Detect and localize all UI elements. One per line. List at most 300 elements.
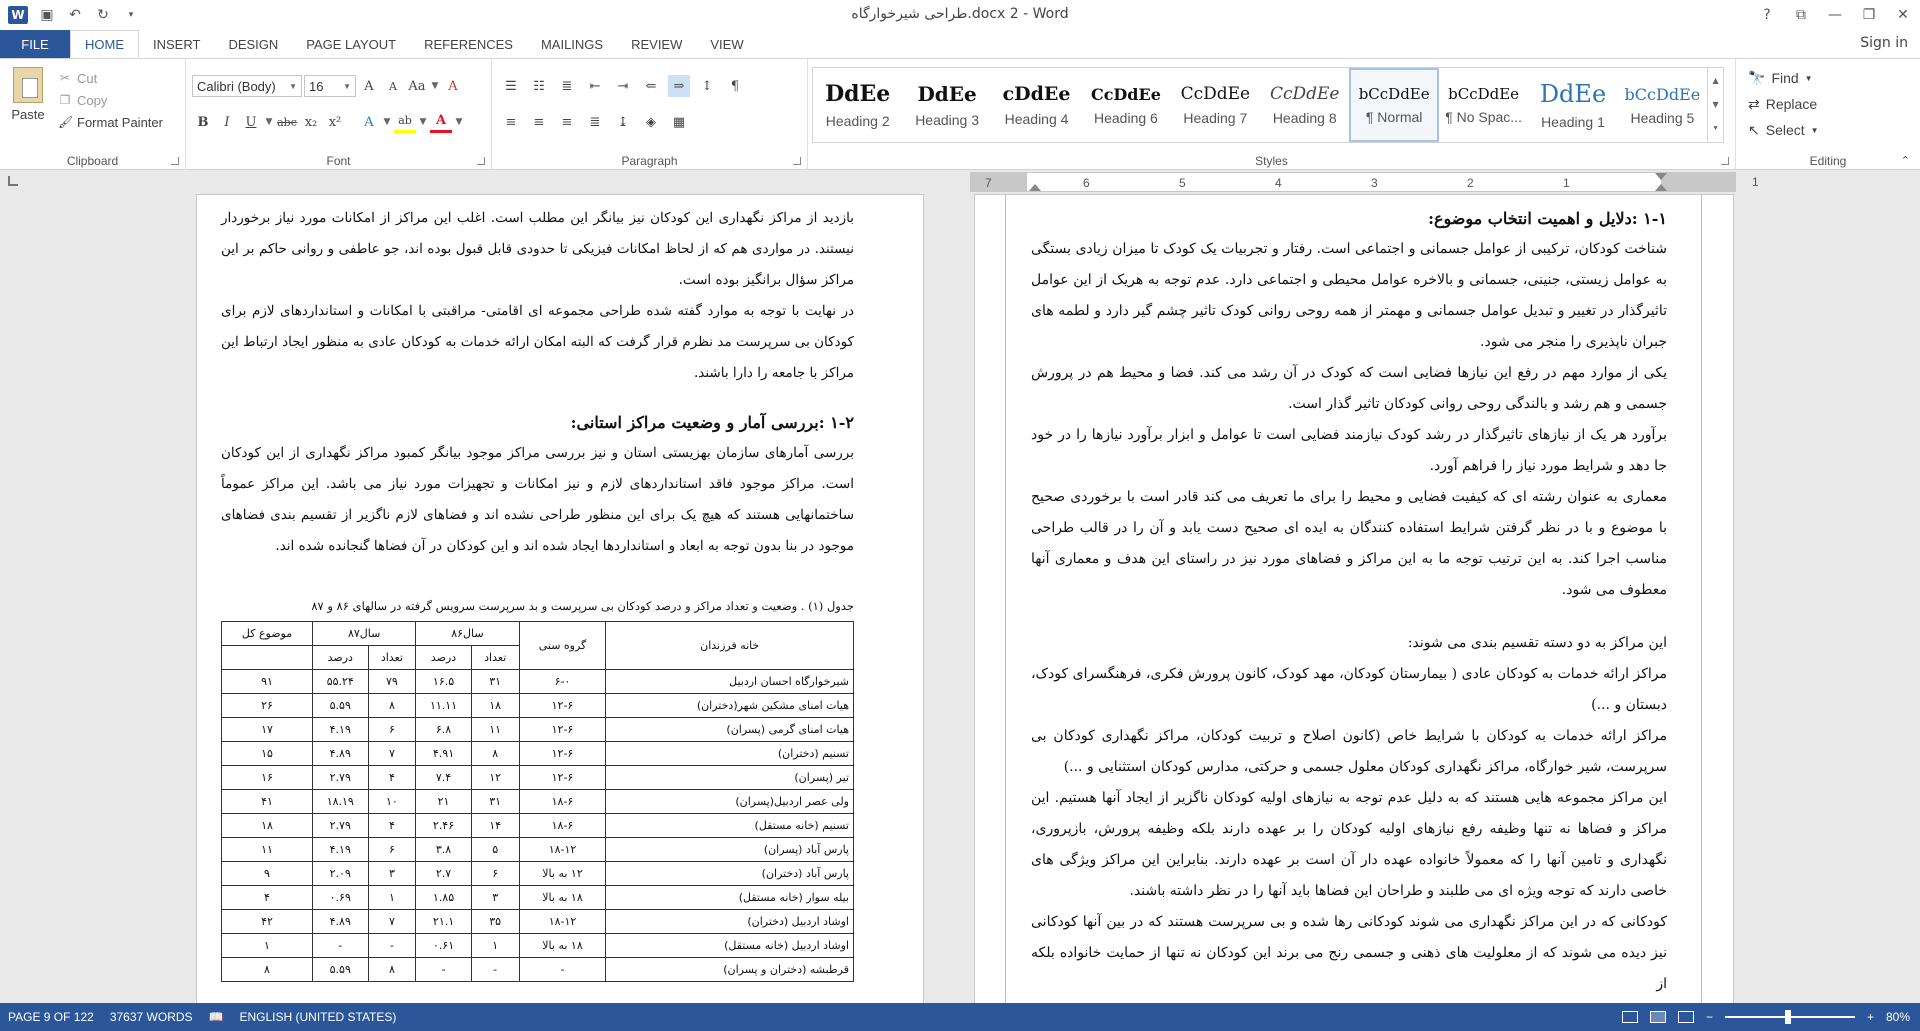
table-cell: ۱۰	[368, 790, 416, 814]
table-cell: ۹	[222, 862, 313, 886]
page-count[interactable]: PAGE 9 OF 122	[8, 1010, 94, 1024]
table-cell: ۳۱	[471, 790, 519, 814]
paragraph: مراکز ارائه خدمات به کودکان با شرایط خاص (کانون اصلاح و تربیت کودکان، مراکز نگهداری کودکان بی سرپرست، شیر خوارگاه، مراکز نگهداری کودکان معلول جسمی و حرکتی، مدارس کودکان استثنایی و ...)	[1031, 728, 1667, 775]
right-indent-marker[interactable]	[1655, 184, 1667, 191]
paragraph-launcher-icon[interactable]	[793, 157, 801, 165]
table-cell: ۰.۶۱	[416, 934, 472, 958]
paragraph: یکی از موارد مهم در رفع این نیازها فضایی است که کودک در آن رشد می کند. فضا و محیط هم در پرورش جسمی و هم رشد و بالندگی روحی روانی کودکان تاثیر گذار است.	[1031, 365, 1667, 412]
ruler-number: 2	[1467, 176, 1474, 190]
table-cell: ۷	[368, 910, 416, 934]
style-name: Heading 8	[1272, 110, 1337, 126]
table-cell: تسنیم (دختران)	[606, 742, 854, 766]
font-name-combo[interactable]	[192, 75, 302, 97]
table-cell: ۱۲-۶	[519, 742, 606, 766]
table-cell: ۳	[471, 886, 519, 910]
line-spacing-icon[interactable]: ↨	[617, 114, 629, 130]
shrink-font-button[interactable]: A	[389, 79, 397, 93]
section-heading: ۱-۲ :بررسی آمار و وضعیت مراکز استانی:	[570, 413, 854, 432]
table-cell: ۱۸-۱۲	[519, 910, 606, 934]
table-row	[222, 790, 854, 814]
scissors-icon: ✂	[59, 71, 71, 85]
page-left	[196, 194, 924, 1003]
table-cell: ۴	[368, 766, 416, 790]
replace-button[interactable]	[1748, 91, 1819, 117]
style-heading-4[interactable]	[992, 68, 1081, 142]
first-line-indent-marker[interactable]	[1655, 173, 1667, 180]
style-heading-7[interactable]	[1171, 68, 1260, 142]
table-cell: ۱۴	[471, 814, 519, 838]
table-cell: ۶.۸	[416, 718, 472, 742]
highlight-button[interactable]: ab	[394, 111, 416, 133]
tab-file[interactable]: FILE	[0, 30, 70, 58]
table-cell: ۹۱	[222, 670, 313, 694]
table-cell: -	[519, 958, 606, 982]
font-group	[186, 59, 492, 171]
table-cell: ۱۸ به بالا	[519, 934, 606, 958]
table-cell: ۴.۹۱	[416, 742, 472, 766]
ribbon-display-button[interactable]: ⧉	[1796, 7, 1806, 23]
table-cell: ۱۲-۶	[519, 766, 606, 790]
table-cell: تسنیم (خانه مستقل)	[606, 814, 854, 838]
format-painter-button[interactable]	[58, 111, 163, 133]
align-center-icon[interactable]: ≡	[533, 114, 545, 130]
ruler-number: 7	[985, 176, 992, 190]
clipboard-group	[0, 59, 186, 171]
language-indicator[interactable]: ENGLISH (UNITED STATES)	[239, 1010, 397, 1024]
table-cell: ولی عصر اردبیل(پسران)	[606, 790, 854, 814]
style-name: Heading 5	[1630, 109, 1695, 126]
table-cell: ۴.۱۹	[313, 718, 369, 742]
table-cell: ۱۸-۱۲	[519, 838, 606, 862]
paragraph: مراکز ارائه خدمات به کودکان عادی ( بیمارستان کودکان، مهد کودک، کانون پرورش فکری، فرهنگسرای کودک، دبستان و ...)	[1031, 666, 1667, 713]
proofing-icon[interactable]: 📖	[208, 1010, 224, 1024]
find-label: Find	[1771, 70, 1799, 86]
paragraph: این مراکز به دو دسته تقسیم بندی می شوند:	[1407, 635, 1667, 651]
table-cell: ۱۱	[471, 718, 519, 742]
table-header: تعداد	[368, 646, 416, 670]
paste-label: Paste	[11, 107, 45, 122]
table-row	[222, 886, 854, 910]
justify-icon[interactable]: ≣	[589, 114, 601, 130]
table-caption: جدول (۱) . وضعیت و تعداد مراکز و درصد کودکان بی سرپرست و بد سرپرست سرویس گرفته در سالهای ۸۶ و ۸۷	[311, 599, 854, 613]
style-name: Heading 3	[915, 112, 980, 128]
select-button[interactable]	[1748, 117, 1819, 143]
zoom-thumb[interactable]	[1785, 1010, 1791, 1024]
tab-view[interactable]: VIEW	[710, 36, 744, 52]
select-label: Select	[1765, 122, 1805, 138]
table-cell: ۷۹	[368, 670, 416, 694]
table-cell: ۲۱	[416, 790, 472, 814]
table-cell: ۱۲-۶	[519, 718, 606, 742]
table-header: سال۸۷	[313, 622, 416, 646]
table-cell: ۱۵	[222, 742, 313, 766]
table-row	[222, 694, 854, 718]
table-cell: -	[368, 934, 416, 958]
undo-icon[interactable]: ↶	[69, 7, 81, 23]
table-cell: ۴	[222, 886, 313, 910]
table-header: سال۸۶	[416, 622, 519, 646]
borders-icon[interactable]: ▦	[672, 114, 686, 130]
chevron-down-icon[interactable]: ▼	[455, 117, 463, 127]
styles-gallery	[812, 67, 1724, 143]
table-cell: ۱۷	[222, 718, 313, 742]
subscript-button[interactable]: x₂	[304, 114, 318, 130]
table-row	[222, 934, 854, 958]
rtl-icon[interactable]: ⇐	[645, 78, 657, 94]
paste-button[interactable]	[10, 67, 46, 122]
table-row	[222, 838, 854, 862]
ruler-number: 4	[1275, 176, 1282, 190]
ruler-number: 3	[1371, 176, 1378, 190]
table-cell: ۳	[368, 862, 416, 886]
paragraph: برآورد هر یک از نیازهای تاثیرگذار در رشد کودک نیازمند فضایی است تا عوامل و ابزار برآورد نیازها را در خود جا دهد و شرایط مورد نیاز را فراهم آورد.	[1031, 427, 1667, 474]
table-cell: -	[416, 958, 472, 982]
font-launcher-icon[interactable]	[477, 157, 485, 165]
paragraph: در نهایت با توجه به موارد گفته شده طراحی مجموعه ای اقامتی- مراقبتی با امکانات و استانداردهای لازم برای کودکان بی سرپرست مد نظرم قرار گرفت که البته امکان ارائه خدمات به کودکان عادی به منظور ایجاد ارتباط این مراکز با جامعه را دارا باشند.	[221, 303, 854, 381]
scroll-down-icon[interactable]: ▼	[1712, 99, 1719, 109]
table-cell: ۵.۵۹	[313, 694, 369, 718]
editing-group	[1736, 59, 1920, 171]
table-cell: ۴.۸۹	[313, 742, 369, 766]
style-name: Heading 2	[825, 113, 890, 129]
style-preview: DdEe	[825, 81, 891, 107]
table-cell: ۰.۶۹	[313, 886, 369, 910]
tab-insert[interactable]: INSERT	[153, 36, 201, 52]
replace-label: Replace	[1765, 96, 1818, 112]
chevron-down-icon[interactable]: ▼	[383, 117, 391, 127]
status-right	[1622, 1003, 1910, 1031]
paintbrush-icon: 🖌	[58, 115, 74, 129]
table-cell: ۳۵	[471, 910, 519, 934]
customize-icon[interactable]: ▾	[128, 10, 134, 20]
window-controls	[1750, 0, 1920, 30]
paragraph: بررسی آمارهای سازمان بهزیستی استان و نیز بررسی مراکز موجود بیانگر کمبود مراکز نگهداری از این کودکان است. مراکز موجود فاقد استانداردهای لازم و نیز امکانات و تجهیزات مورد نیاز می باشد. این مراکز عموماً ساختمانهایی هستند که هیچ یک برای این منظور طراحی نشده اند و فضاهای لازم ناگزیر از تقسیم بندی فضاهای موجود در بنا بدون توجه به ابعاد و استانداردها ایجاد شده اند و این کودکان در آن فضاها گنجانده شده اند.	[221, 445, 854, 554]
table-cell: ۲.۴۶	[416, 814, 472, 838]
tab-selector-icon[interactable]	[8, 176, 18, 186]
clipboard-group-label: Clipboard	[66, 154, 119, 168]
table-cell: ۳۱	[471, 670, 519, 694]
strikethrough-button[interactable]: abc	[277, 115, 297, 129]
title-bar	[0, 0, 1920, 30]
sign-in-link[interactable]: Sign in	[1860, 35, 1908, 51]
table-cell: ۱	[368, 886, 416, 910]
table-cell: ۱۶	[222, 766, 313, 790]
chevron-down-icon: ▼	[343, 81, 351, 91]
table-cell: ۸	[368, 958, 416, 982]
read-mode-icon[interactable]	[1622, 1011, 1638, 1023]
paragraph-group	[492, 59, 808, 171]
decrease-indent-icon[interactable]: ⇤	[589, 78, 601, 94]
status-bar	[0, 1003, 1920, 1031]
table-cell: ۳.۸	[416, 838, 472, 862]
font-size-value: 16	[309, 78, 324, 94]
table-row	[222, 742, 854, 766]
table-cell: ۸	[222, 958, 313, 982]
table-cell: تیر (پسران)	[606, 766, 854, 790]
table-cell: ۱۱.۱۱	[416, 694, 472, 718]
table-cell: ۱۲	[471, 766, 519, 790]
style-heading-1[interactable]	[1528, 68, 1617, 142]
zoom-out-icon[interactable]: −	[1705, 1010, 1713, 1024]
table-cell: ۴.۸۹	[313, 910, 369, 934]
underline-button[interactable]: U	[245, 114, 257, 130]
table-cell: ۱۸-۶	[519, 790, 606, 814]
style-name: Heading 7	[1183, 110, 1248, 126]
margin-guide	[1005, 195, 1006, 1003]
tab-references[interactable]: REFERENCES	[424, 36, 513, 52]
editing-group-label: Editing	[1809, 154, 1847, 168]
print-layout-icon[interactable]	[1650, 1011, 1666, 1023]
grow-font-button[interactable]: A	[364, 78, 374, 94]
table-cell: ۴	[368, 814, 416, 838]
tab-design[interactable]: DESIGN	[228, 36, 279, 52]
paragraph-group-label: Paragraph	[621, 154, 678, 168]
stats-table[interactable]	[221, 621, 854, 982]
table-cell: قرطبشه (دختران و پسران)	[606, 958, 854, 982]
table-cell: هیات امنای مشکین شهر(دختران)	[606, 694, 854, 718]
text-effects-button[interactable]: A	[364, 114, 374, 130]
table-cell: ۲.۰۹	[313, 862, 369, 886]
copy-label: Copy	[77, 92, 108, 108]
ruler-number: 6	[1083, 176, 1090, 190]
page-right	[974, 194, 1734, 1003]
word-count[interactable]: 37637 WORDS	[109, 1010, 193, 1024]
table-cell: ۸	[471, 742, 519, 766]
table-cell: ۴۲	[222, 910, 313, 934]
chevron-down-icon: ▼	[1810, 125, 1819, 135]
web-layout-icon[interactable]	[1678, 1011, 1694, 1023]
font-group-label: Font	[326, 154, 351, 168]
gallery-more-icon[interactable]: ⯆	[1712, 124, 1719, 134]
style-preview: bCcDdEe	[1358, 85, 1430, 103]
superscript-button[interactable]: x²	[328, 114, 342, 130]
table-cell: ۲۱.۱	[416, 910, 472, 934]
table-row	[222, 718, 854, 742]
table-cell: ۱۸.۱۹	[313, 790, 369, 814]
zoom-slider[interactable]	[1725, 1016, 1855, 1018]
chevron-down-icon: ▼	[289, 81, 297, 91]
table-cell: اوشاد اردبیل (دختران)	[606, 910, 854, 934]
ruler-number: 1	[1563, 176, 1570, 190]
styles-group-label: Styles	[1255, 154, 1288, 168]
scroll-up-icon[interactable]: ▲	[1712, 75, 1719, 85]
table-cell: ۵.۵۹	[313, 958, 369, 982]
table-cell: ۱۸-۶	[519, 814, 606, 838]
table-cell: ۱	[222, 934, 313, 958]
clear-formatting-button[interactable]: A	[448, 78, 458, 94]
table-cell: ۱۱	[222, 838, 313, 862]
table-cell: ۷	[368, 742, 416, 766]
table-cell: ۱۲ به بالا	[519, 862, 606, 886]
chevron-down-icon: ▼	[1804, 73, 1813, 83]
table-header: گروه سنی	[519, 622, 606, 670]
style-preview: CcDdEe	[1090, 84, 1161, 104]
minimize-button[interactable]: —	[1828, 7, 1842, 23]
style-name: ¶ No Spac...	[1445, 109, 1522, 125]
table-row	[222, 814, 854, 838]
page-left-text[interactable]	[221, 203, 854, 562]
table-cell: بیله سوار (خانه مستقل)	[606, 886, 854, 910]
find-button[interactable]	[1748, 65, 1819, 91]
ruler-margin-left	[971, 173, 1027, 191]
copy-button[interactable]	[58, 89, 163, 111]
table-cell: ۶	[368, 718, 416, 742]
ruler-margin-right	[1661, 173, 1735, 191]
word-logo-icon[interactable]: W	[8, 6, 28, 24]
table-cell: ۱	[471, 934, 519, 958]
paragraph: این مراکز مجموعه هایی هستند که به دلیل عدم توجه به نیازهای اولیه کودکان ناگزیر از ایجاد آنها هستیم. این مراکز و فضاها نه تنها وظیفه رفع نیازهای اولیه کودکان را بر عهده دارند بلکه وظیفه پرورش، بازپروری، نگهداری و تامین آنها را که معمولاً خانواده عهده دار آن است بر عهده دارند. بنابراین این مراکز ویژگی های خاصی دارند که توجه ویژه ای می طلبند و طراحان این فضاها باید آنها را در نظر داشته باشند.	[1031, 790, 1667, 899]
style-normal[interactable]	[1349, 68, 1438, 142]
tab-page-layout[interactable]: PAGE LAYOUT	[306, 36, 397, 52]
restore-button[interactable]: ❐	[1862, 7, 1876, 23]
style-preview: DdEe	[917, 82, 977, 106]
table-row	[222, 862, 854, 886]
tab-home[interactable]: HOME	[70, 30, 139, 58]
close-button[interactable]: ✕	[1897, 7, 1909, 23]
numbering-icon[interactable]: ☷	[533, 78, 545, 94]
table-cell: ۵	[471, 838, 519, 862]
paste-icon	[13, 67, 43, 103]
table-row	[222, 670, 854, 694]
replace-icon: ⇄	[1748, 95, 1760, 112]
style-name: ¶ Normal	[1365, 109, 1423, 125]
table-header: تعداد	[471, 646, 519, 670]
table-cell: ۴۱	[222, 790, 313, 814]
clipboard-launcher-icon[interactable]	[171, 157, 179, 165]
binoculars-icon: 🔭	[1748, 69, 1766, 86]
table-cell: ۷.۴	[416, 766, 472, 790]
font-name-value: Calibri (Body)	[197, 78, 276, 94]
italic-button[interactable]: I	[224, 114, 230, 130]
quick-access-toolbar	[0, 6, 140, 24]
cut-button[interactable]	[58, 67, 163, 89]
table-cell: ۱۸	[471, 694, 519, 718]
chevron-down-icon[interactable]: ▼	[419, 117, 427, 127]
ruler-number: 1	[1752, 175, 1759, 189]
align-left-icon[interactable]: ≡	[505, 114, 517, 130]
cut-label: Cut	[77, 70, 98, 86]
increase-indent-icon[interactable]: ⇥	[617, 78, 629, 94]
paragraph: معماری به عنوان رشته ای که کیفیت فضایی و محیط را برای ما تعریف می کند قادر است با برخوردی صحیح با موضوع و با در نظر گرفتن شرایط استفاده کنندگان به ایده ای صحیح دست یابد و آن را در قالب طراحی مناسب اجرا کند. به این ترتیب توجه ما به این مراکز و فضاهای مورد نیز در راستای این هدف و معماری آنها معطوف می شود.	[1031, 489, 1667, 598]
table-cell: ۱.۸۵	[416, 886, 472, 910]
table-cell: شیرخوارگاه احسان اردبیل	[606, 670, 854, 694]
style-preview: cDdEe	[1002, 83, 1071, 105]
style-name: Heading 1	[1541, 114, 1605, 130]
style-heading-6[interactable]	[1081, 68, 1170, 142]
ribbon	[0, 58, 1920, 170]
table-cell: ۱۲-۶	[519, 694, 606, 718]
style-preview: DdEe	[1539, 80, 1607, 108]
table-cell: ۶	[368, 838, 416, 862]
table-cell: ۶-۰	[519, 670, 606, 694]
table-header: موضوع کل	[222, 622, 313, 646]
table-header: خانه فرزندان	[606, 622, 854, 670]
collapse-ribbon-icon[interactable]: ⌃	[1900, 154, 1910, 167]
paragraph: شناخت کودکان، ترکیبی از عوامل جسمانی و اجتماعی است. رفتار و تجربیات یک کودک تا میزان زیادی بستگی به عوامل زیستی، جنینی، جسمانی و بالاخره عوامل محیطی و اجتماعی دارد. عدم توجه به هریک از این عوامل تاثیرگذار در تغییر و تبدیل عوامل جسمانی و مهمتر از همه روحی روانی کودک تاثیر چشم گیر دارد و لطمه های جبران ناپذیری را منجر می شود.	[1031, 241, 1667, 350]
format-painter-label: Format Painter	[77, 114, 163, 130]
table-cell: ۲.۷۹	[313, 766, 369, 790]
align-right-icon[interactable]: ≡	[561, 114, 573, 130]
table-cell: ۵۵.۲۴	[313, 670, 369, 694]
table-cell: پارس آباد (دختران)	[606, 862, 854, 886]
table-cell: ۶	[471, 862, 519, 886]
document-area	[0, 194, 1920, 1003]
left-indent-marker[interactable]	[1029, 184, 1041, 191]
tab-review[interactable]: REVIEW	[631, 36, 683, 52]
style-preview: bCcDdEe	[1624, 84, 1701, 104]
table-cell: ۴.۱۹	[313, 838, 369, 862]
horizontal-ruler[interactable]	[970, 172, 1736, 192]
bold-button[interactable]: B	[197, 114, 209, 130]
zoom-level[interactable]: 80%	[1885, 1010, 1910, 1024]
table-header: درصد	[313, 646, 369, 670]
font-color-button[interactable]: A	[430, 111, 452, 133]
table-cell: اوشاد اردبیل (خانه مستقل)	[606, 934, 854, 958]
copy-icon: ❐	[59, 93, 71, 107]
tab-mailings[interactable]: MAILINGS	[540, 36, 604, 52]
table-cell: ۲.۷۹	[313, 814, 369, 838]
style-name: Heading 4	[1004, 111, 1069, 127]
table-cell: هیات امنای گرمی (پسران)	[606, 718, 854, 742]
chevron-down-icon[interactable]: ▼	[431, 81, 439, 91]
style-heading-3[interactable]	[902, 68, 991, 142]
table-cell: -	[313, 934, 369, 958]
redo-icon[interactable]: ↻	[97, 7, 109, 23]
save-icon[interactable]: ▣	[40, 7, 54, 23]
margin-guide	[1701, 195, 1702, 1003]
style-preview: CcDdEe	[1269, 84, 1340, 104]
styles-group	[808, 59, 1736, 171]
style-heading-5[interactable]	[1618, 68, 1707, 142]
table-row	[222, 958, 854, 982]
window-title: طراحی شیرخوارگاه.docx 2 - Word	[851, 6, 1069, 22]
style-heading-2[interactable]	[813, 68, 902, 142]
table-row	[222, 910, 854, 934]
show-formatting-button[interactable]: ¶	[730, 78, 740, 94]
table-cell: ۱۶.۵	[416, 670, 472, 694]
gallery-scroll	[1707, 68, 1723, 142]
sort-icon[interactable]: ↕	[701, 78, 713, 94]
font-size-combo[interactable]	[304, 75, 356, 97]
table-cell: ۲۶	[222, 694, 313, 718]
change-case-button[interactable]: Aa	[408, 78, 426, 94]
paragraph: کودکانی که در این مراکز نگهداری می شوند کودکانی رها شده و بی سرپرست هستند که در بین آنها کودکانی نیز دیده می شوند که از معلولیت های ذهنی و جسمی رنج می برند این کودکان نه تنها از حمایت خانواده بلکه از	[1031, 914, 1667, 992]
styles-launcher-icon[interactable]	[1721, 157, 1729, 165]
help-button[interactable]: ?	[1763, 7, 1771, 23]
ltr-icon[interactable]: ⇒	[668, 75, 690, 97]
style-name: Heading 6	[1094, 109, 1158, 126]
style-no-spacing[interactable]	[1439, 68, 1528, 142]
page-right-text[interactable]	[1031, 203, 1667, 1000]
table-cell: ۸	[368, 694, 416, 718]
ribbon-tabs	[0, 30, 1920, 58]
table-cell: ۱۸ به بالا	[519, 886, 606, 910]
bullets-icon[interactable]: ☰	[505, 78, 517, 94]
ruler-bar	[0, 170, 1920, 194]
style-preview: CcDdEe	[1180, 84, 1251, 104]
shading-icon[interactable]: ◈	[646, 114, 656, 130]
table-cell: ۲.۷	[416, 862, 472, 886]
ruler-number: 5	[1179, 176, 1186, 190]
zoom-in-icon[interactable]: +	[1866, 1010, 1874, 1024]
style-preview: bCcDdEe	[1448, 85, 1520, 103]
cursor-icon: ↖	[1748, 121, 1760, 138]
table-cell: -	[471, 958, 519, 982]
style-heading-8[interactable]	[1260, 68, 1349, 142]
chevron-down-icon[interactable]: ▼	[265, 117, 273, 127]
multilevel-list-icon[interactable]: ≣	[561, 78, 573, 94]
table-row	[222, 766, 854, 790]
